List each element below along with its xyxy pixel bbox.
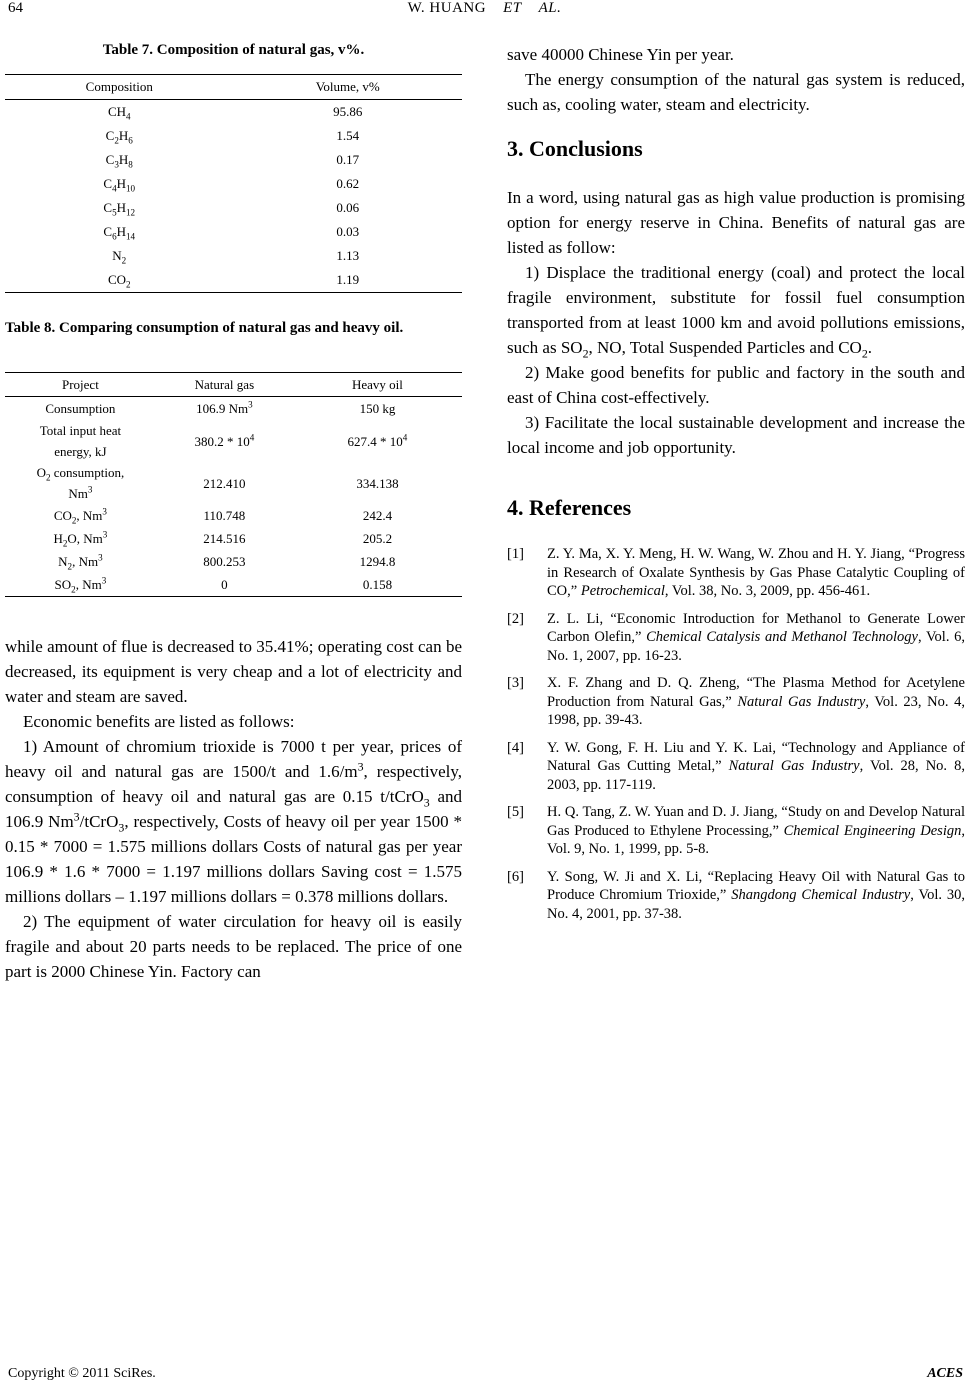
table-row xyxy=(5,573,462,597)
table-row xyxy=(5,244,462,268)
reference-list xyxy=(507,545,965,932)
paragraph: In a word, using natural gas as high value production is promising option for energy reserve in China. Benefits of natural gas are listed as follow: xyxy=(507,188,965,257)
table8-cell: Consumption xyxy=(45,401,116,416)
table7-cell: 0.03 xyxy=(336,224,360,239)
table8-cell: 214.516 xyxy=(203,531,246,546)
table8-cell: Total input heat energy, kJ xyxy=(39,423,122,459)
paragraph: 3) Facilitate the local sustainable development and increase the local income and job opportunity. xyxy=(507,413,965,457)
reference-number: [6] xyxy=(507,868,524,885)
table8-cell: 106.9 Nm$^3$ xyxy=(196,399,253,416)
table-row xyxy=(5,420,462,462)
table7-cell: 0.06 xyxy=(336,200,360,215)
table8-header: Heavy oil xyxy=(351,377,403,392)
table-row xyxy=(5,462,462,504)
table7-cell: 0.17 xyxy=(336,152,360,167)
table8-cell: 205.2 xyxy=(362,531,393,546)
table8-header: Project xyxy=(61,377,99,392)
reference-text: , Vol. 23, No. 4, 1998, pp. 39-43. xyxy=(547,693,965,728)
table8-caption: Table 8. Comparing consumption of natural gas and heavy oil. xyxy=(5,320,404,336)
paragraph: 2) Make good benefits for public and factory in the south and east of China cost-effectively. xyxy=(507,363,965,407)
table-row xyxy=(5,172,462,196)
table7-cell: 1.19 xyxy=(336,272,360,287)
running-header-al: AL. xyxy=(538,0,562,16)
table8-cell: $SO_2$, Nm$^3$ xyxy=(54,575,107,595)
reference-item xyxy=(507,674,965,730)
table8-cell: 110.748 xyxy=(203,508,246,523)
reference-text: , Vol. 28, No. 8, 2003, pp. 117-119. xyxy=(547,758,965,793)
table7-cell: $C_2H_6$ xyxy=(105,128,133,146)
reference-text: , Vol. 30, No. 4, 2001, pp. 37-38. xyxy=(547,887,966,922)
paragraph: 2) The equipment of water circulation for heavy oil is easily fragile and about 20 parts needs to be replaced. The price of one part is 2000 Chinese Yin. Factory can xyxy=(5,912,462,981)
paragraph: save 40000 Chinese Yin per year. xyxy=(507,45,734,64)
table7-cell: 95.86 xyxy=(333,104,363,119)
reference-journal: Chemical Engineering Design xyxy=(783,822,962,839)
reference-text: Y. W. Gong, F. H. Liu and Y. K. Lai, “Technology and Appliance of Natural Gas Cutting Metal,” xyxy=(547,739,965,774)
reference-text: , Vol. 9, No. 1, 1999, pp. 5-8. xyxy=(547,822,965,857)
running-header-et: ET xyxy=(503,0,522,16)
table8-cell: 150 kg xyxy=(359,401,396,416)
references-heading-wrap xyxy=(507,495,965,521)
paragraph: Economic benefits are listed as follows: xyxy=(23,712,295,731)
paragraph: 1) Amount of chromium trioxide is 7000 t per year, prices of heavy oil and natural gas are 1500/t and $1.6/m^3$, respectively, consumption of heavy oil and natural gas are 0.15 t/tCrO$_3$ and 106.9 $Nm^3/tCrO_3$, respectively, Costs of heavy oil per year 1500 * 0.15 * 7000 = 1.575 millions dollars Costs of natural gas per year 106.9 * 1.6 * 7000 = 1.197 millions dollars Saving cost = 1.575 millions dollars – 1.197 millions dollars = 0.378 millions dollars. xyxy=(5,737,462,906)
table8-cell: $H_2O$, Nm$^3$ xyxy=(53,529,108,549)
table8-cell: 212.410 xyxy=(203,475,246,491)
page-number: 64 xyxy=(8,0,23,16)
table8-cell: $N_2$, Nm$^3$ xyxy=(58,552,103,572)
table7 xyxy=(5,74,462,293)
paragraph: The energy consumption of the natural gas system is reduced, such as, cooling water, steam and electricity. xyxy=(507,70,965,114)
running-header-authors: W. HUANG xyxy=(407,0,487,16)
table8-cell: $CO_2$, Nm$^3$ xyxy=(53,506,107,526)
reference-text: Y. Song, W. Ji and X. Li, “Replacing Heavy Oil with Natural Gas to Produce Chromium Trioxide,” xyxy=(547,868,965,903)
table7-cell: 1.54 xyxy=(336,128,360,143)
table-row xyxy=(5,550,462,573)
table-row xyxy=(5,148,462,172)
reference-journal: Chemical Catalysis and Methanol Technology xyxy=(646,629,918,645)
table7-cell: $C_6H_{14}$ xyxy=(103,224,136,242)
table7-header: Composition xyxy=(85,79,153,94)
reference-text: X. F. Zhang and D. Q. Zheng, “The Plasma Method for Acetylene Production from Natural Gas,” xyxy=(547,675,965,710)
conclusions-heading-wrap xyxy=(507,136,965,162)
table8-header: Natural gas xyxy=(194,377,255,392)
right-body-text xyxy=(507,42,965,117)
reference-journal: Petrochemical xyxy=(580,583,665,599)
table8-cell: $627.4 * 10^4$ xyxy=(347,432,408,449)
section-heading-references: 4. References xyxy=(507,495,632,520)
table8-cell: 242.4 xyxy=(362,508,393,523)
table8-cell: 1294.8 xyxy=(359,554,396,569)
table7-cell: $C_5H_{12}$ xyxy=(103,200,136,218)
reference-text: Z. L. Li, “Economic Introduction for Methanol to Generate Lower Carbon Olefin,” xyxy=(547,610,965,645)
section-heading-conclusions: 3. Conclusions xyxy=(507,136,643,161)
table8-cell: $O_2$ consumption, Nm$^3$ xyxy=(36,465,125,501)
table8 xyxy=(5,372,462,597)
table8-caption-wrap xyxy=(5,318,462,338)
table8-cell: 334.138 xyxy=(356,475,399,491)
reference-number: [1] xyxy=(507,546,524,562)
table-row xyxy=(5,124,462,148)
table7-header: Volume, v% xyxy=(315,79,380,94)
table8-cell: 800.253 xyxy=(203,554,246,569)
table-row xyxy=(5,527,462,550)
reference-text: Z. Y. Ma, X. Y. Meng, H. W. Wang, W. Zhou and H. Y. Jiang, “Progress in Research of Oxalate Synthesis by Gas Phase Catalytic Coupling of CO,” xyxy=(547,546,965,599)
reference-number: [3] xyxy=(507,675,524,691)
reference-item xyxy=(507,803,965,859)
reference-text: H. Q. Tang, Z. W. Yuan and D. J. Jiang, “Study on and Develop Natural Gas Produced to Ethylene Processing,” xyxy=(547,804,965,839)
table7-cell: 0.62 xyxy=(336,176,360,191)
reference-text: , Vol. 38, No. 3, 2009, pp. 456-461. xyxy=(664,583,871,599)
table7-cell: $C_4H_{10}$ xyxy=(103,176,136,194)
table7-wrap xyxy=(5,74,462,293)
table8-cell: $380.2 * 10^4$ xyxy=(194,432,255,449)
reference-text: , Vol. 6, No. 1, 2007, pp. 16-23. xyxy=(547,629,965,664)
reference-number: [2] xyxy=(507,610,524,627)
table7-cell: $CO_2$ xyxy=(107,272,131,290)
table-row xyxy=(5,397,462,421)
table7-caption: Table 7. Composition of natural gas, v%. xyxy=(102,42,365,58)
table-row xyxy=(5,100,462,125)
table7-caption-wrap xyxy=(5,42,462,59)
table7-cell: $N_2$ xyxy=(112,248,127,266)
footer-copyright: Copyright © 2011 SciRes. xyxy=(8,1366,156,1381)
reference-journal: Natural Gas Industry xyxy=(737,693,866,710)
table-row xyxy=(5,196,462,220)
reference-item xyxy=(507,610,965,666)
reference-number: [4] xyxy=(507,739,524,756)
left-body-text xyxy=(5,634,462,984)
table8-cell: 0.158 xyxy=(362,577,393,592)
table8-cell: 0 xyxy=(221,577,228,592)
table7-cell: $C_3H_8$ xyxy=(105,152,133,170)
reference-number: [5] xyxy=(507,804,524,820)
paragraph: 1) Displace the traditional energy (coal) and protect the local fragile environment, substitute for fossil fuel consumption transported from at least 1000 km and avoid pollutions emissions, such as $SO_2$, NO, Total Suspended Particles and $CO_2$. xyxy=(507,263,965,361)
reference-item xyxy=(507,739,965,795)
reference-journal: Shangdong Chemical Industry xyxy=(731,887,911,903)
table7-cell: $CH_4$ xyxy=(107,104,131,122)
reference-journal: Natural Gas Industry xyxy=(728,758,860,774)
paragraph: while amount of flue is decreased to 35.41%; operating cost can be decreased, its equipment is very cheap and a lot of electricity and water and steam are saved. xyxy=(5,637,462,706)
footer-journal: ACES xyxy=(927,1366,963,1381)
conclusions-body xyxy=(507,185,965,460)
reference-item xyxy=(507,868,965,924)
table7-cell: 1.13 xyxy=(336,248,360,263)
reference-item xyxy=(507,545,965,601)
table-row xyxy=(5,220,462,244)
table-row xyxy=(5,268,462,293)
running-header xyxy=(0,0,969,17)
table8-wrap xyxy=(5,372,462,597)
table-row xyxy=(5,504,462,527)
